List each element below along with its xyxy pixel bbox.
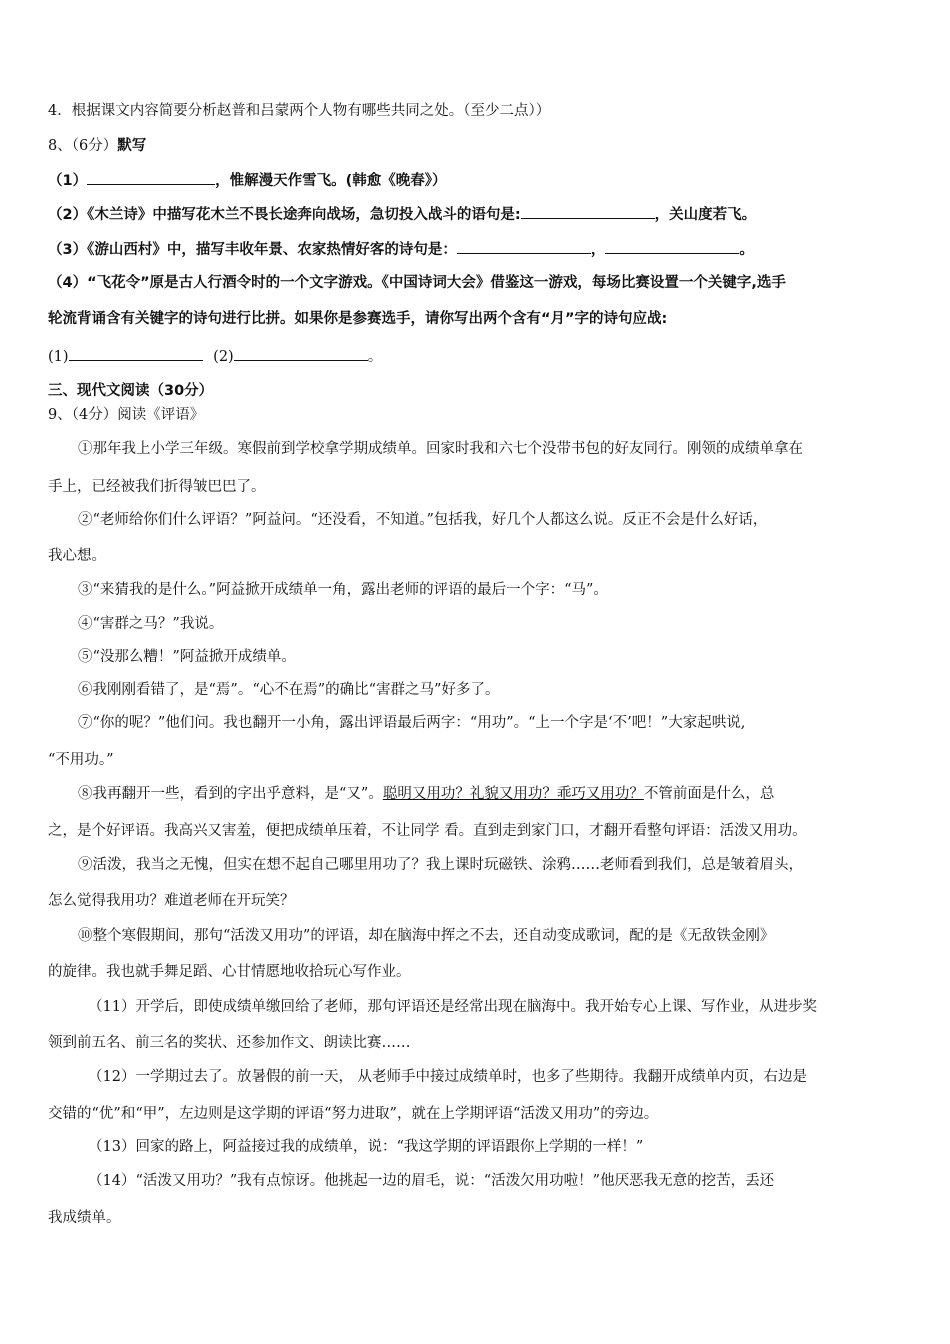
q8-line-3 <box>48 239 754 260</box>
p8-text-a: ⑧我再翻开一些，看到的字出乎意料，是“又”。 <box>78 786 383 802</box>
paragraph-7-line-1: ⑦“你的呢？”他们问。我也翻开一小角，露出评语最后两字：“用功”。“上一个字是‘不’吧！”大家起哄说, <box>78 715 746 731</box>
q8-line-2 <box>48 204 756 225</box>
q8-l5-label-1: (1) <box>48 349 69 365</box>
q8-l5-end: 。 <box>367 349 383 365</box>
q8-line-5 <box>48 346 382 367</box>
q8-l3-prefix: （3）《游山西村》中，描写丰收年景、农家热情好客的诗句是： <box>48 242 457 258</box>
q8-l1-prefix: （1） <box>48 173 88 189</box>
paragraph-12-line-2: 交错的“优”和“甲”，左边则是这学期的评语“努力进取”，就在上学期评语“活泼又用功”的旁边。 <box>48 1106 659 1122</box>
paragraph-5: ⑤“没那么糟！”阿益掀开成绩单。 <box>78 649 296 665</box>
paragraph-12-line-1: （12）一学期过去了。放暑假的前一天， 从老师手中接过成绩单时，也多了些期待。我翻开成绩单内页，右边是 <box>88 1069 808 1085</box>
q8-line-4b: 轮流背诵含有关键字的诗句进行比拼。如果你是参赛选手，请你写出两个含有“月”字的诗句应战: <box>48 311 668 327</box>
paragraph-14-line-2: 我成绩单。 <box>48 1210 121 1226</box>
paragraph-13: （13）回家的路上，阿益接过我的成绩单，说：“我这学期的评语跟你上学期的一样！” <box>88 1139 644 1155</box>
paragraph-2-line-1: ②“老师给你们什么评语？”阿益问。“还没看，不知道。”包括我，好几个人都这么说。反正不会是什么好话， <box>78 512 768 528</box>
paragraph-11-line-1: （11）开学后，即使成绩单缴回给了老师，那句评语还是经常出现在脑海中。我开始专心上课、写作业，从进步奖 <box>88 999 817 1015</box>
paragraph-2-line-2: 我心想。 <box>48 548 106 564</box>
q8-l5-label-2: (2) <box>213 349 234 365</box>
q8-l1-suffix: ，惟解漫天作雪飞。(韩愈《晚春》） <box>215 173 447 189</box>
question-4: 4．根据课文内容简要分析赵普和吕蒙两个人物有哪些共同之处。（至少二点）） <box>48 103 551 119</box>
paragraph-8-line-1 <box>78 784 774 804</box>
section-3-title: 三、现代文阅读（30分） <box>48 383 214 399</box>
paragraph-9-line-2: 怎么觉得我用功？难道老师在开玩笑？ <box>48 893 295 909</box>
paragraph-9-line-1: ⑨活泼，我当之无愧，但实在想不起自己哪里用功了？我上课时玩磁铁、涂鸦……老师看到我们，总是皱着眉头， <box>78 857 803 873</box>
question-8-heading <box>48 136 146 156</box>
paragraph-10-line-1: ⑩整个寒假期间，那句“活泼又用功”的评语，却在脑海中挥之不去，还自动变成歌词，配的是《无敌铁金刚》 <box>78 928 775 944</box>
answer-blank[interactable] <box>69 346 203 361</box>
paragraph-3: ③“来猜我的是什么。”阿益掀开成绩单一角，露出老师的评语的最后一个字：“马”。 <box>78 582 608 598</box>
q8-line-1 <box>48 170 446 191</box>
answer-blank[interactable] <box>521 204 655 219</box>
q8-l2-prefix: （2）《木兰诗》中描写花木兰不畏长途奔向战场，急切投入战斗的语句是: <box>48 207 521 223</box>
paragraph-10-line-2: 的旋律。我也就手舞足蹈、心甘情愿地收拾玩心写作业。 <box>48 964 411 980</box>
paragraph-1-line-2: 手上，已经被我们折得皱巴巴了。 <box>48 479 266 495</box>
paragraph-4: ④“害群之马？”我说。 <box>78 616 224 632</box>
q8-l3-comma: ， <box>590 242 606 258</box>
p8-text-b: 不管前面是什么，总 <box>643 786 775 802</box>
q8-line-4a: （4）“飞花令”原是古人行酒令时的一个文字游戏。《中国诗词大会》借鉴这一游戏，每场比赛设置一个关键字,选手 <box>48 275 786 291</box>
paragraph-11-line-2: 领到前五名、前三名的奖状、还参加作文、朗读比赛…… <box>48 1035 411 1051</box>
answer-blank[interactable] <box>605 239 739 254</box>
paragraph-8-line-2: 之，是个好评语。我高兴又害羞，便把成绩单压着，不让同学 看。直到走到家门口，才翻开看整句评语：活泼又用功。 <box>48 823 807 839</box>
answer-blank[interactable] <box>457 239 591 254</box>
q8-title: 默写 <box>117 138 147 154</box>
question-9-heading: 9、（4分）阅读《评语》 <box>48 407 205 423</box>
answer-blank[interactable] <box>87 170 215 185</box>
paragraph-14-line-1: （14）“活泼又用功？”我有点惊讶。他挑起一边的眉毛，说：“活泼欠用功啦！”他厌恶我无意的挖苦，丢还 <box>88 1173 775 1189</box>
p8-underlined-text: 聪明又用功？礼貌又用功？乖巧又用功？ <box>382 786 644 802</box>
q8-l2-suffix: ，关山度若飞。 <box>654 207 757 223</box>
paragraph-7-line-2: “不用功。” <box>48 752 114 768</box>
paragraph-1-line-1: ①那年我上小学三年级。寒假前到学校拿学期成绩单。回家时我和六七个没带书包的好友同行。刚领的成绩单拿在 <box>78 441 803 457</box>
paragraph-6: ⑥我刚刚看错了，是“焉”。“心不在焉”的确比“害群之马”好多了。 <box>78 682 500 698</box>
q8-number: 8、（6分） <box>48 138 118 154</box>
answer-blank[interactable] <box>234 346 368 361</box>
q8-l3-end: 。 <box>739 242 754 258</box>
